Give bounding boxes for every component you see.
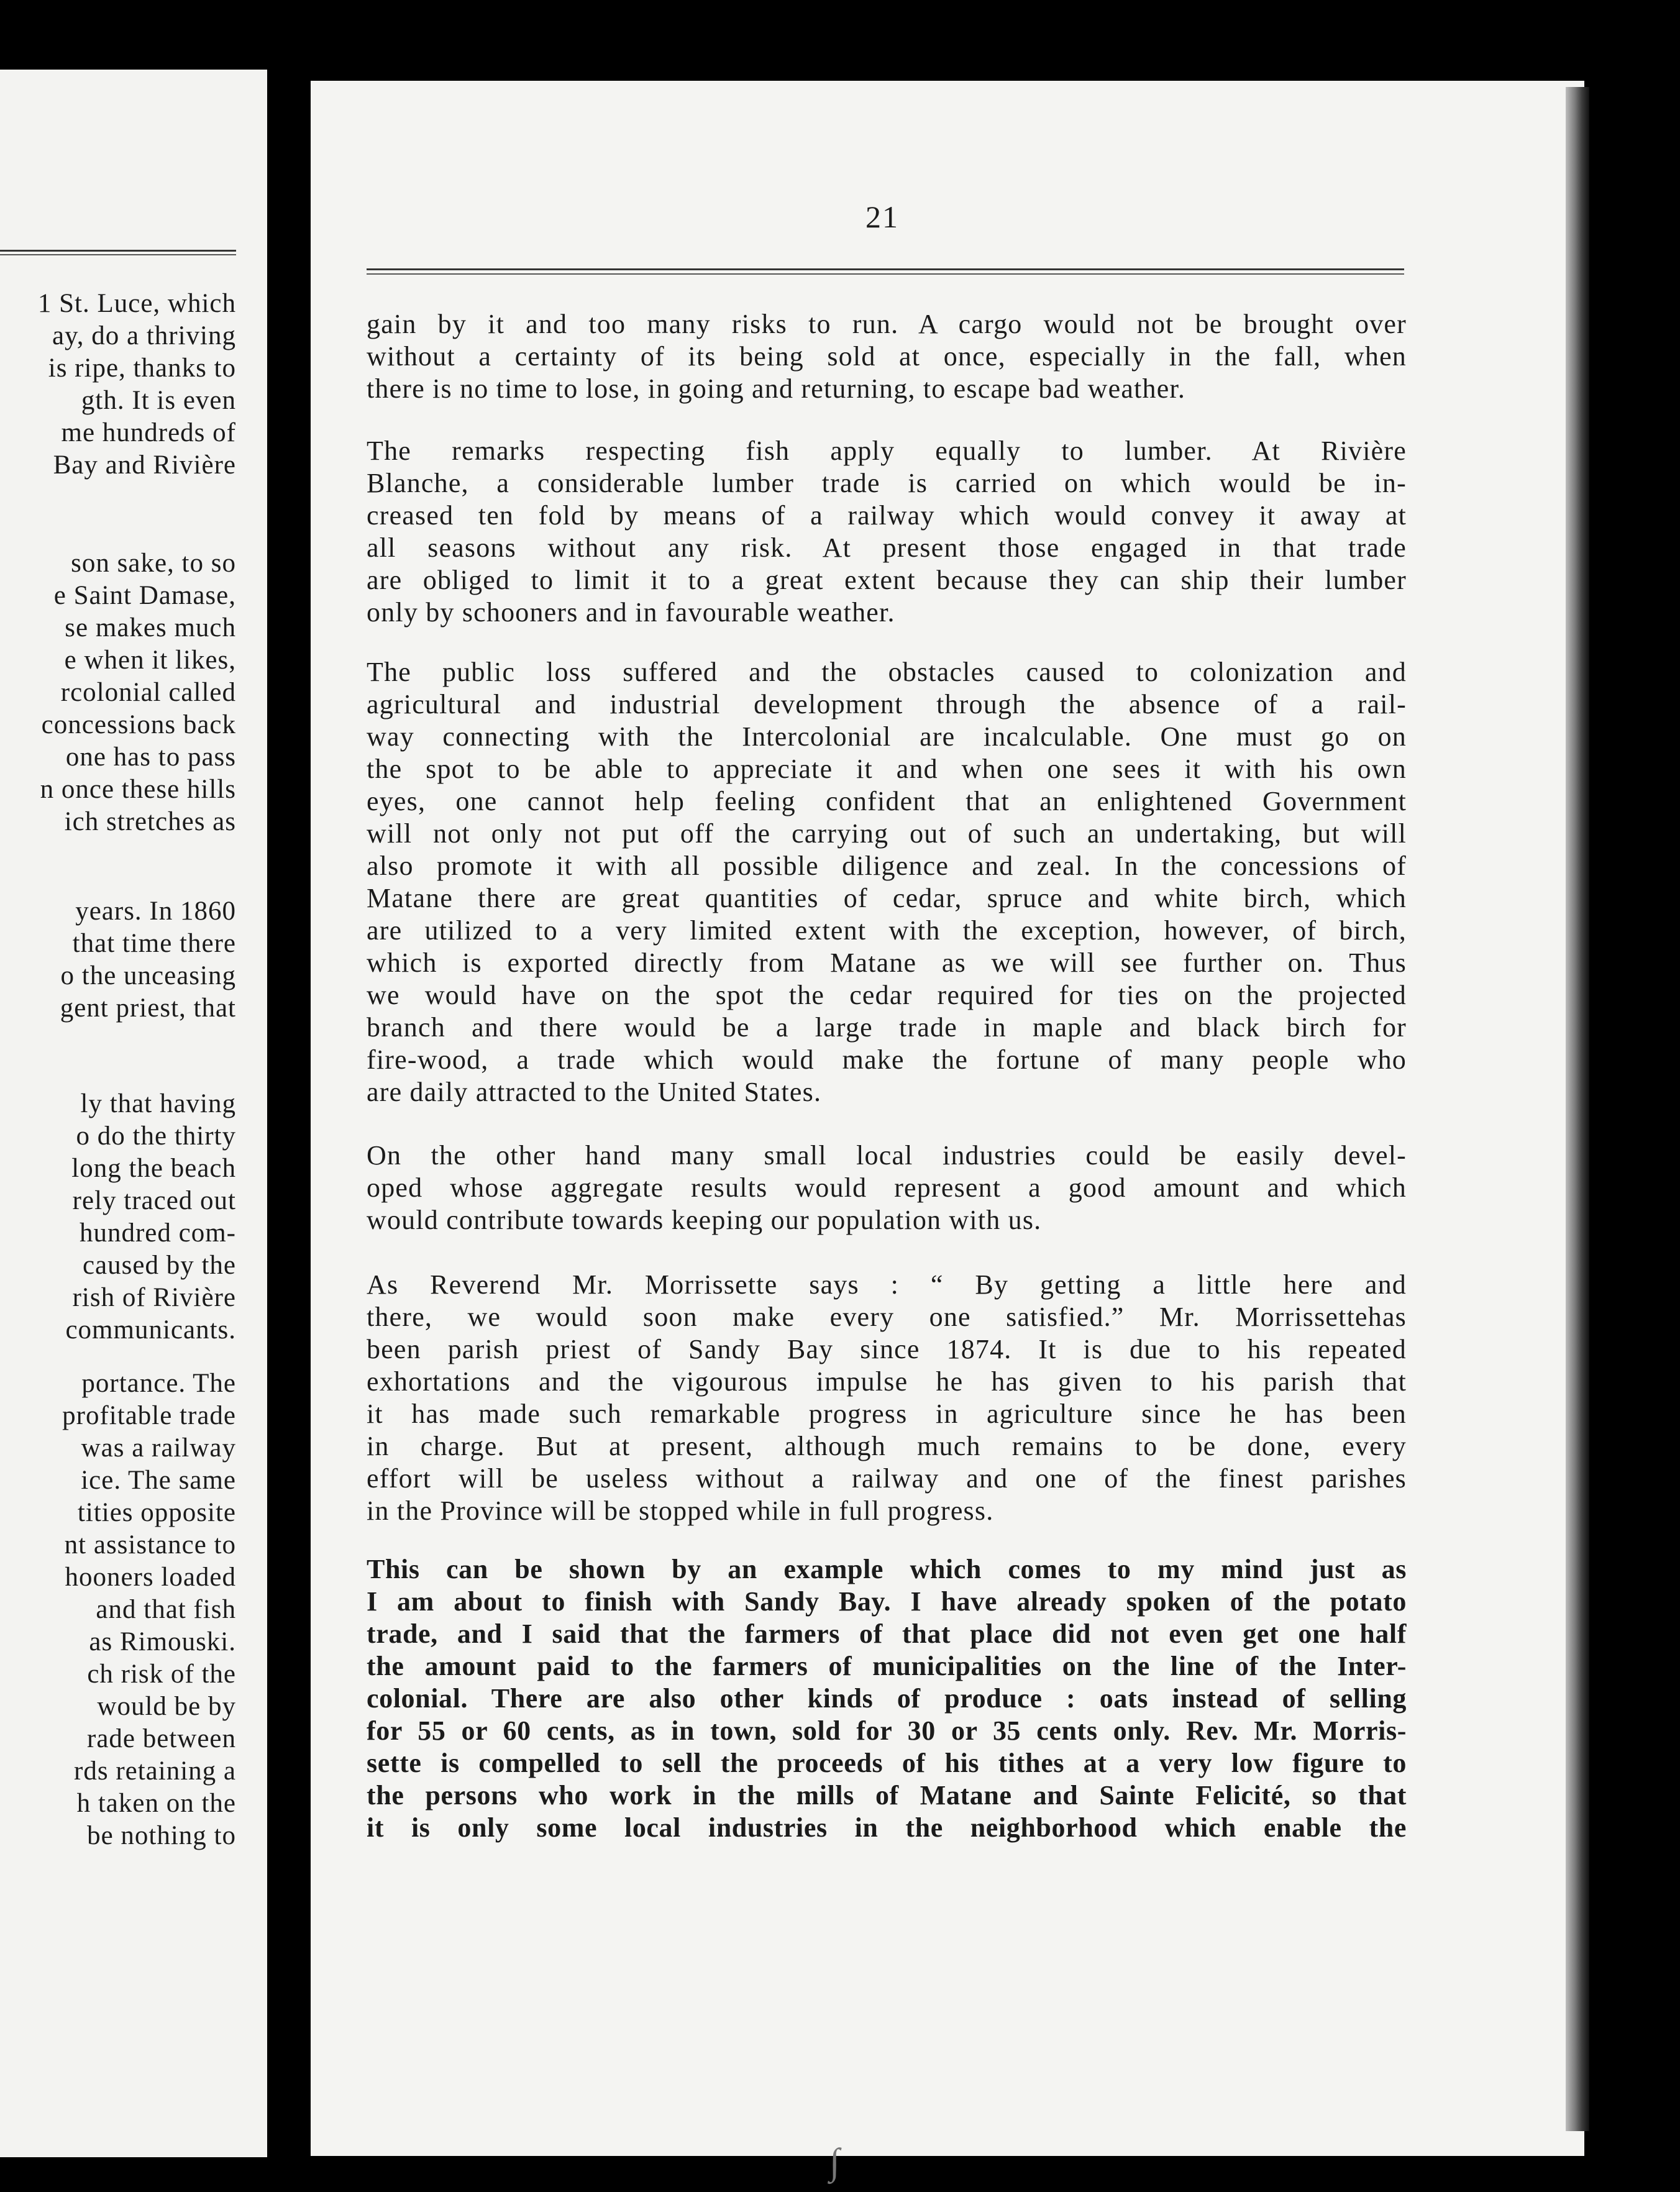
left-fragment-line: Bay and Rivière [53,450,236,480]
text-line: Matane there are great quantities of cedar, spruce and white birch, which [367,883,1407,913]
text-line: way connecting with the Intercolonial are incalculable. One must go on [367,721,1407,752]
left-fragment-line: tities opposite [77,1498,236,1527]
text-line: exhortations and the vigourous impulse he has given to his parish that [367,1366,1407,1397]
left-fragment-line: ay, do a thriving [52,321,236,350]
left-fragment-line: ice. The same [81,1466,236,1495]
left-fragment-line: se makes much [65,613,236,642]
page-number: 21 [865,199,899,234]
left-fragment-line: ly that having [80,1089,236,1118]
text-line: Blanche, a considerable lumber trade is carried on which would be in- [367,468,1407,498]
left-fragment-line: e when it likes, [64,646,236,675]
text-line: gain by it and too many risks to run. A cargo would not be brought over [367,309,1407,339]
text-line: eyes, one cannot help feeling confident that an enlightened Government [367,786,1407,816]
left-fragment-line: gent priest, that [60,993,236,1023]
text-line: On the other hand many small local industries could be easily devel- [367,1140,1407,1171]
left-fragment-line: and that fish [96,1595,236,1624]
text-line: the persons who work in the mills of Matane and Sainte Felicité, so that [367,1780,1407,1811]
text-line: which is exported directly from Matane as we will see further on. Thus [367,948,1407,978]
text-line: in the Province will be stopped while in full progress. [367,1496,994,1526]
text-line: sette is compelled to sell the proceeds of his tithes at a very low figure to [367,1748,1407,1778]
left-fragment-line: ch risk of the [87,1660,236,1689]
text-line: there, we would soon make every one satisfied.” Mr. Morrissettehas [367,1302,1407,1332]
left-fragment-line: h taken on the [76,1789,236,1818]
left-fragment-line: hundred com- [79,1218,236,1248]
text-line: trade, and I said that the farmers of that place did not even get one half [367,1619,1407,1649]
text-line: all seasons without any risk. At present those engaged in that trade [367,532,1407,563]
text-line: it is only some local industries in the neighborhood which enable the [367,1812,1407,1843]
text-line: would contribute towards keeping our population with us. [367,1205,1042,1235]
left-fragment-line: e Saint Damase, [53,581,236,610]
text-line: we would have on the spot the cedar required for ties on the projected [367,980,1407,1010]
paragraph [367,435,1407,629]
left-fragment-line: would be by [97,1692,236,1721]
left-fragment-line: was a railway [81,1433,236,1463]
page-edge-shadow [1566,87,1589,2131]
left-fragment-line: rely traced out [72,1186,236,1215]
text-line: agricultural and industrial development through the absence of a rail- [367,689,1407,719]
left-fragment-line: me hundreds of [61,418,236,447]
left-fragment-line: o the unceasing [60,961,236,990]
left-fragment-line: that time there [72,929,236,958]
left-fragment-line: rds retaining a [74,1756,236,1786]
paragraph [367,1139,1407,1236]
text-line: it has made such remarkable progress in agriculture since he has been [367,1399,1407,1429]
text-line: are obliged to limit it to a great extent because they can ship their lumber [367,565,1407,595]
text-line: will not only not put off the carrying out of such an undertaking, but will [367,818,1407,849]
left-fragment-line: caused by the [82,1251,236,1280]
left-fragment-line: n once these hills [40,775,236,804]
text-line: branch and there would be a large trade in maple and black birch for [367,1012,1407,1043]
text-line: The remarks respecting fish apply equally to lumber. At Rivière [367,436,1407,466]
text-line: I am about to finish with Sandy Bay. I have already spoken of the potato [367,1586,1407,1617]
text-line: colonial. There are also other kinds of produce : oats instead of selling [367,1683,1407,1714]
text-line: are daily attracted to the United States. [367,1077,822,1107]
left-fragment-line: profitable trade [62,1401,236,1430]
left-fragment-line: hooners loaded [65,1563,236,1592]
text-line: As Reverend Mr. Morrissette says : “ By getting a little here and [367,1269,1407,1300]
left-fragment-line: concessions back [41,710,236,739]
left-header-rule [0,250,236,255]
left-fragment-line: as Rimouski. [89,1627,236,1656]
left-fragment-line: o do the thirty [76,1121,236,1151]
paragraph [367,1553,1407,1844]
left-fragment-line: rish of Rivière [72,1283,236,1312]
left-fragment-line: 1 St. Luce, which [37,289,236,318]
left-fragment-line: son sake, to so [71,549,236,578]
left-fragment-line: long the beach [71,1154,236,1183]
left-fragment-line: rcolonial called [60,678,236,707]
text-line: effort will be useless without a railway and one of the finest parishes [367,1463,1407,1494]
left-fragment-line: portance. The [81,1369,236,1398]
text-line: the spot to be able to appreciate it and when one sees it with his own [367,754,1407,784]
book-gutter [267,0,311,2192]
footer-mark: ∫ [829,2141,840,2182]
left-fragment-line: communicants. [65,1315,236,1345]
left-fragment-line: gth. It is even [81,386,236,415]
previous-page-fragment [0,70,267,2157]
header-rule [367,268,1404,275]
text-line: been parish priest of Sandy Bay since 1874. It is due to his repeated [367,1334,1407,1364]
left-fragment-line: ich stretches as [64,807,236,836]
left-fragment-line: is ripe, thanks to [48,354,236,383]
text-line: fire-wood, a trade which would make the fortune of many people who [367,1044,1407,1075]
text-line: The public loss suffered and the obstacles caused to colonization and [367,657,1407,687]
left-fragment-line: one has to pass [65,742,236,772]
text-line: also promote it with all possible diligence and zeal. In the concessions of [367,851,1407,881]
left-fragment-line: rade between [87,1724,236,1753]
text-line: there is no time to lose, in going and returning, to escape bad weather. [367,373,1186,404]
paragraph [367,656,1407,1108]
text-line: are utilized to a very limited extent with the exception, however, of birch, [367,915,1407,946]
text-line: oped whose aggregate results would represent a good amount and which [367,1172,1407,1203]
left-fragment-line: be nothing to [87,1821,236,1850]
text-line: without a certainty of its being sold at once, especially in the fall, when [367,341,1407,372]
paragraph [367,1269,1407,1527]
paragraph [367,308,1407,405]
text-line: in charge. But at present, although much remains to be done, every [367,1431,1407,1461]
text-line: only by schooners and in favourable weather. [367,597,895,628]
text-line: This can be shown by an example which comes to my mind just as [367,1554,1407,1584]
text-line: the amount paid to the farmers of municipalities on the line of the Inter- [367,1651,1407,1681]
text-line: creased ten fold by means of a railway which would convey it away at [367,500,1407,531]
left-fragment-line: years. In 1860 [75,897,236,926]
left-fragment-line: nt assistance to [64,1530,236,1560]
text-line: for 55 or 60 cents, as in town, sold for 30 or 35 cents only. Rev. Mr. Morris- [367,1715,1407,1746]
